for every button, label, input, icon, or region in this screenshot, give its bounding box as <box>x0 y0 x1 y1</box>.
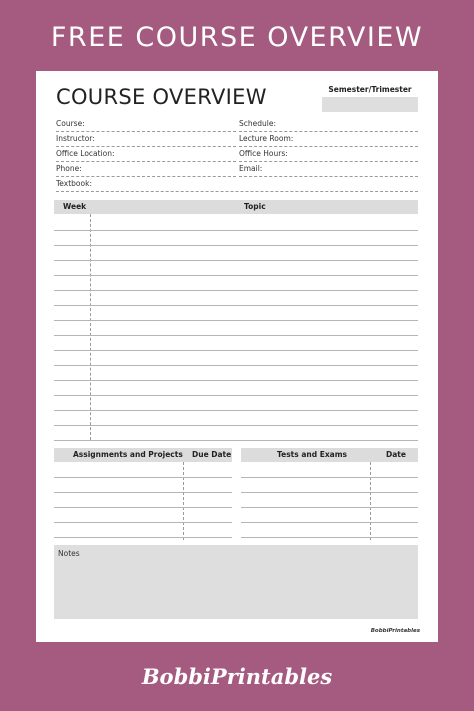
row-line <box>54 365 418 366</box>
row-line <box>241 492 418 493</box>
semester-label: Semester/Trimester <box>328 85 412 94</box>
field-instructor[interactable] <box>56 132 236 147</box>
week-table-header <box>54 200 418 214</box>
date-divider <box>370 462 371 540</box>
row-line <box>54 260 418 261</box>
row-line <box>54 290 418 291</box>
row-line <box>54 492 232 493</box>
field-label: Schedule: <box>239 119 276 128</box>
row-line <box>241 537 418 538</box>
row-line <box>54 245 418 246</box>
sheet-title: COURSE OVERVIEW <box>56 85 267 109</box>
row-line <box>241 522 418 523</box>
notes-label: Notes <box>58 549 80 558</box>
footer-brand-logo: BobbiPrintables <box>141 664 333 689</box>
field-phone[interactable] <box>56 162 236 177</box>
row-line <box>241 477 418 478</box>
field-label: Course: <box>56 119 85 128</box>
col-tests-header: Tests and Exams <box>277 450 348 459</box>
col-date-header: Date <box>386 450 406 459</box>
field-label: Instructor: <box>56 134 95 143</box>
tests-table-header <box>241 448 418 462</box>
col-week-header: Week <box>63 202 87 211</box>
sheet-brand-logo: BobbiPrintables <box>370 628 420 634</box>
tests-table <box>241 448 418 540</box>
assignments-table <box>54 448 232 540</box>
row-line <box>54 440 418 441</box>
assignments-table-header <box>54 448 232 462</box>
row-line <box>54 380 418 381</box>
col-due-date-header: Due Date <box>192 450 232 459</box>
field-email[interactable] <box>239 162 418 177</box>
col-topic-header: Topic <box>244 202 266 211</box>
row-line <box>54 335 418 336</box>
banner-title: FREE COURSE OVERVIEW <box>50 22 424 53</box>
field-label: Phone: <box>56 164 82 173</box>
field-label: Textbook: <box>56 179 92 188</box>
due-date-divider <box>183 462 184 540</box>
row-line <box>54 350 418 351</box>
row-line <box>54 230 418 231</box>
field-textbook[interactable] <box>56 177 418 192</box>
field-label: Office Hours: <box>239 149 288 158</box>
row-line <box>54 522 232 523</box>
field-schedule[interactable] <box>239 117 418 132</box>
row-line <box>241 507 418 508</box>
row-line <box>54 477 232 478</box>
notes-box[interactable] <box>54 545 418 619</box>
semester-input-box[interactable] <box>322 97 418 112</box>
row-line <box>54 425 418 426</box>
row-line <box>54 305 418 306</box>
col-assignments-header: Assignments and Projects <box>73 450 183 459</box>
row-line <box>54 320 418 321</box>
field-label: Office Location: <box>56 149 115 158</box>
field-lecture-room[interactable] <box>239 132 418 147</box>
row-line <box>54 410 418 411</box>
week-column-divider <box>90 214 91 440</box>
field-course[interactable] <box>56 117 236 132</box>
field-office-location[interactable] <box>56 147 236 162</box>
row-line <box>54 275 418 276</box>
course-overview-sheet <box>36 71 438 642</box>
field-label: Email: <box>239 164 263 173</box>
week-topic-table <box>54 200 418 440</box>
field-office-hours[interactable] <box>239 147 418 162</box>
row-line <box>54 395 418 396</box>
row-line <box>54 507 232 508</box>
row-line <box>54 537 232 538</box>
field-label: Lecture Room: <box>239 134 294 143</box>
